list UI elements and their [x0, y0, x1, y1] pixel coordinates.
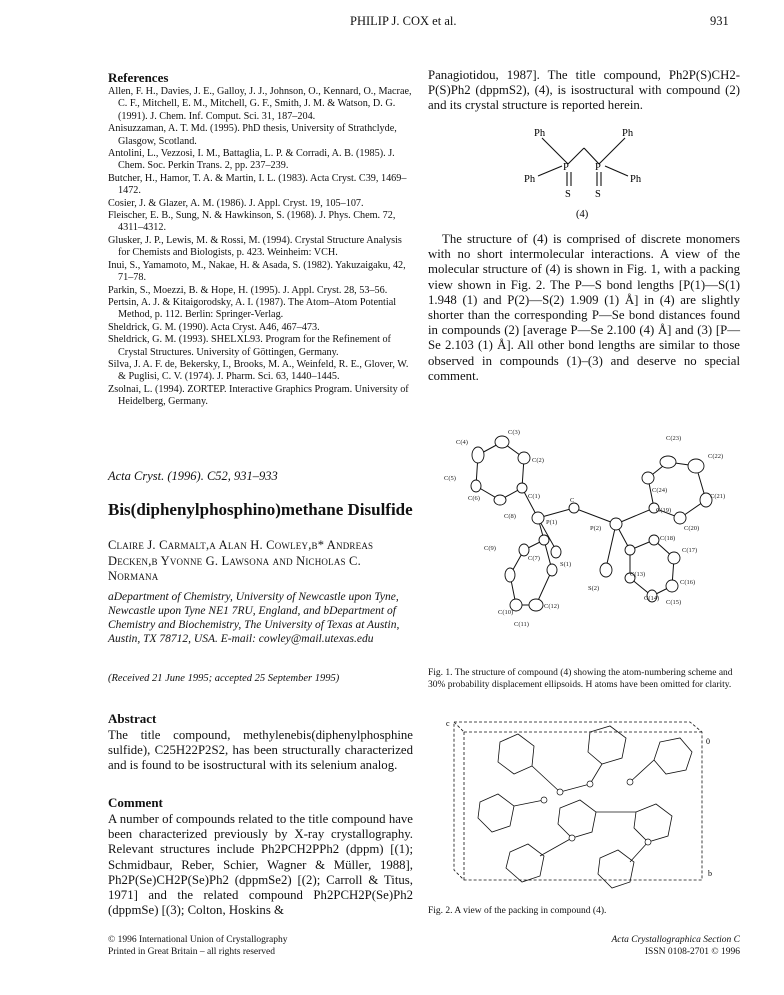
article-title: Bis(diphenylphosphino)methane Disulfide [108, 500, 413, 519]
reference-item: Fleischer, E. B., Sung, N. & Hawkinson, S. (1968). J. Phys. Chem. 72, 4311–4312. [108, 210, 396, 234]
label-p1: P(1) [546, 519, 558, 526]
label-c4: C(4) [456, 439, 468, 446]
received-dates: (Received 21 June 1995; accepted 25 September 1995) [108, 673, 340, 684]
label-c7: C(7) [528, 555, 540, 562]
abstract-text: The title compound, methylenebis(diphenylphosphine sulfide), C25H22P2S2, has been structurally characterized and is found to be isostructural with its selenium analog. [108, 728, 413, 773]
reference-item: Sheldrick, G. M. (1993). SHELXL93. Program for the Refinement of Crystal Structures. University of Göttingen, Germany. [108, 334, 391, 358]
label-c24: C(24) [652, 487, 668, 494]
figure-2-packing [440, 712, 730, 902]
label-c8: C(8) [504, 513, 516, 520]
label-c16: C(16) [680, 579, 696, 586]
fig2-axis-b: b [708, 869, 712, 878]
figure-1-ortep [440, 400, 740, 655]
abstract-heading: Abstract [108, 711, 157, 726]
label-c22: C(22) [708, 453, 724, 460]
figure-2-caption: Fig. 2. A view of the packing in compound (4). [428, 906, 607, 916]
label-s2: S(2) [588, 585, 600, 592]
issn-line: ISSN 0108-2701 © 1996 [644, 946, 740, 957]
label-c2: C(2) [532, 457, 544, 464]
label-c12: C(12) [544, 603, 560, 610]
label-c19: C(19) [656, 507, 672, 514]
reference-item: Zsolnai, L. (1994). ZORTEP. Interactive Graphics Program. University of Heidelberg, Germany. [108, 383, 409, 408]
authors [108, 538, 413, 585]
footer-right [560, 935, 740, 958]
comment-text: A number of compounds related to the title compound have been characterized previously by X-ray crystallography. Relevant structures include Ph2PCH2PPh2 (dppm) [(1); Schmidbaur, Reber, Schier, Wagner & Müller, 1988], Ph2P(Se)CH2P(Se)Ph2 (dppmSe2) [(2); Carroll & Titus, 1971] and the related compound Ph2PCH2P(Se)Ph2 (dppmSe) [(3); Colton, Hoskins & [108, 812, 413, 918]
references-list [108, 86, 413, 409]
scheme-ph-top-left: Ph [534, 128, 546, 139]
label-c: C [570, 497, 575, 504]
figure-1-caption: Fig. 1. The structure of compound (4) showing the atom-numbering scheme and 30% probability displacement ellipsoids. H atoms have been omitted for clarity. [428, 668, 733, 690]
label-c21: C(21) [710, 493, 726, 500]
running-header-author: PHILIP J. COX et al. [350, 14, 457, 28]
reference-item: Inui, S., Yamamoto, M., Nakae, H. & Asada, S. (1982). Yakuzaigaku, 42, 71–78. [108, 259, 406, 284]
label-c10: C(10) [498, 609, 514, 616]
scheme-compound-number: (4) [576, 209, 589, 220]
label-c1: C(1) [528, 493, 540, 500]
fig2-axis-c: c [446, 719, 450, 728]
scheme-ph-bottom-right: Ph [630, 174, 642, 185]
authors-line-2: Decken,b Yvonne G. Lawsona and Nicholas C. [108, 553, 361, 568]
authors-line-1: Claire J. Carmalt,a Alan H. Cowley,b* Andreas [108, 538, 374, 552]
journal-citation [108, 469, 413, 484]
copyright-line: © 1996 International Union of Crystallography [108, 935, 288, 945]
footer-left [108, 935, 288, 958]
references-heading: References [108, 70, 169, 85]
label-c11: C(11) [514, 621, 529, 628]
label-c15: C(15) [666, 599, 682, 606]
scheme-p-right: P [595, 162, 601, 173]
label-c14: C(14) [644, 595, 660, 602]
reference-item: Anisuzzaman, A. T. Md. (1995). PhD thesis, University of Strathclyde, Glasgow, Scotland. [108, 123, 397, 147]
label-c3: C(3) [508, 429, 520, 436]
label-s1: S(1) [560, 561, 572, 568]
label-p2: P(2) [590, 525, 602, 532]
authors-line-3: Normana [108, 569, 159, 583]
label-c18: C(18) [660, 535, 676, 542]
label-c13: C(13) [630, 571, 646, 578]
label-c6: C(6) [468, 495, 480, 502]
label-c23: C(23) [666, 435, 682, 442]
label-c9: C(9) [484, 545, 496, 552]
reference-item: Silva, J. A. F. de, Bekersky, I., Brooks, M. A., Weinfeld, R. E., Glover, W. & Puglisi, C. V. (1974). J. Pharm. Sci. 63, 1440–1445. [108, 358, 409, 383]
chemical-scheme [500, 124, 670, 224]
reference-item: Parkin, S., Moezzi, B. & Hope, H. (1995). J. Appl. Cryst. 28, 53–56. [108, 284, 388, 296]
reference-item: Glusker, J. P., Lewis, M. & Rossi, M. (1994). Crystal Structure Analysis for Chemists and Biologists, p. 423. Weinheim: VCH. [108, 234, 402, 259]
reference-item: Pertsin, A. J. & Kitaigorodsky, A. I. (1987). The Atom–Atom Potential Method, p. 112. Berlin: Springer-Verlag. [108, 296, 397, 321]
scheme-ph-top-right: Ph [622, 128, 634, 139]
comment-heading: Comment [108, 795, 163, 810]
page-number: 931 [710, 14, 729, 28]
label-c17: C(17) [682, 547, 698, 554]
printed-line: Printed in Great Britain – all rights reserved [108, 946, 275, 957]
reference-item: Antolini, L., Vezzosi, I. M., Battaglia, L. P. & Corradi, A. B. (1985). J. Chem. Soc. Perkin Trans. 2, pp. 237–239. [108, 148, 395, 172]
reference-item: Allen, F. H., Davies, J. E., Galloy, J. J., Johnson, O., Kennard, O., Macrae, C. F., Mitchell, E. M., Mitchell, G. F., Smith, J. M. & Watson, D. G. (1991). J. Chem. Inf. Comput. Sci. 31, 187–204. [108, 86, 412, 122]
references-section [108, 70, 413, 409]
scheme-s-right: S [595, 189, 601, 200]
reference-item: Sheldrick, G. M. (1990). Acta Cryst. A46, 467–473. [108, 321, 320, 333]
journal-section-line: Acta Crystallographica Section C [611, 935, 740, 945]
scheme-ph-bottom-left: Ph [524, 174, 536, 185]
intro-paragraph: Panagiotidou, 1987]. The title compound, Ph2P(S)CH2-P(S)Ph2 (dppmS2), (4), is isostructural with compound (2) and its crystal structure is reported herein. [428, 68, 740, 113]
label-c20: C(20) [684, 525, 700, 532]
reference-item: Butcher, H., Hamor, T. A. & Martin, I. L. (1983). Acta Cryst. C39, 1469–1472. [108, 172, 407, 197]
scheme-p-left: P [563, 162, 569, 173]
label-c5: C(5) [444, 475, 456, 482]
journal-line: Acta Cryst. (1996). C52, 931–933 [108, 469, 278, 483]
affiliations: aDepartment of Chemistry, University of Newcastle upon Tyne, Newcastle upon Tyne NE1 7RU, England, and bDepartment of Chemistry and Biochemistry, The University of Texas at Austin, Austin, TX 78712, USA. E-mail: cowley@mail.utexas.edu [108, 591, 400, 645]
scheme-s-left: S [565, 189, 571, 200]
reference-item: Cosier, J. & Glazer, A. M. (1986). J. Appl. Cryst. 19, 105–107. [108, 197, 364, 209]
results-paragraph: The structure of (4) is comprised of discrete monomers with no short intermolecular interactions. A view of the molecular structure of (4) is shown in Fig. 1, with a packing view shown in Fig. 2. The P—S bond lengths [P(1)—S(1) 1.948 (1) and P(2)—S(2) 1.909 (1) Å] in (4) are slightly shorter than the corresponding P—Se bond distances found in compounds (2) [average P—Se 2.100 (4) Å] and (3) [P—Se 2.103 (1) Å]. All other bond lengths are similar to those observed in compounds (1)–(3) and deserve no special comment. [428, 232, 740, 383]
fig2-origin: 0 [706, 737, 710, 746]
